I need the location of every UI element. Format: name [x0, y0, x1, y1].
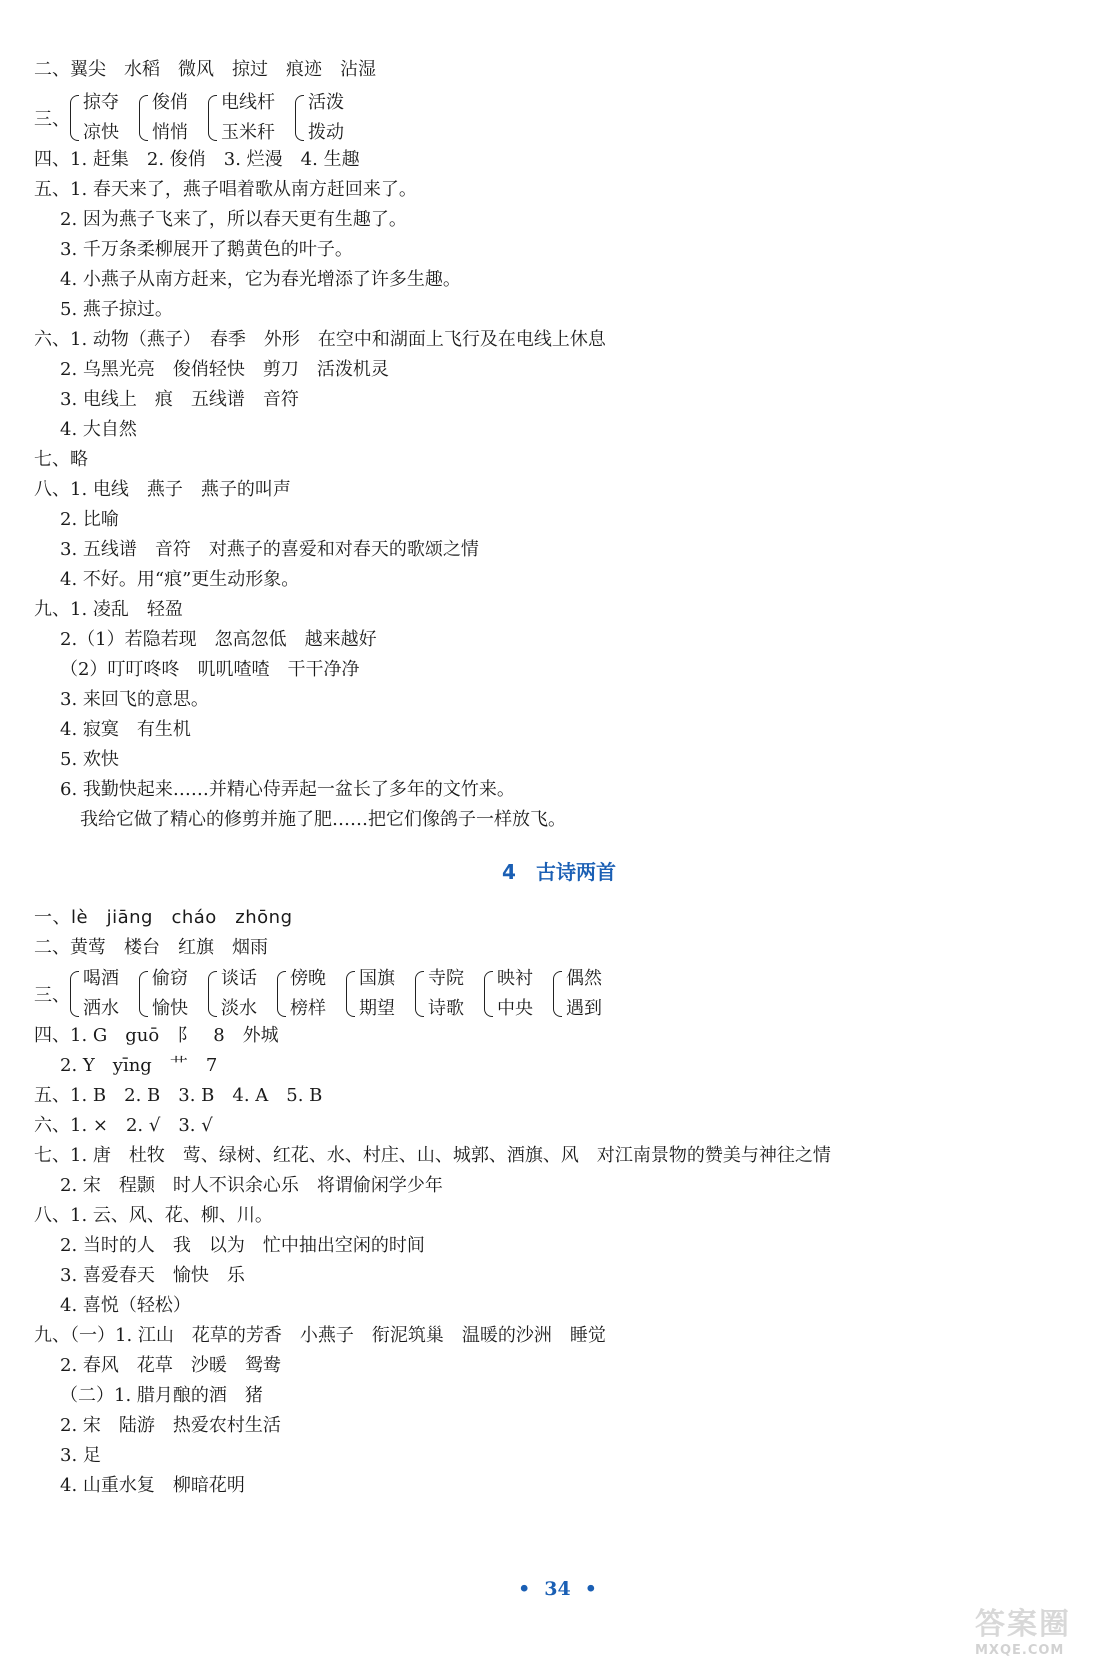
q8-answer-2: 2. 比喻 [60, 509, 119, 530]
q5-answer-4: 4. 小燕子从南方赶来，它为春光增添了许多生趣。 [60, 269, 461, 290]
pair-bottom: 玉米秆 [221, 122, 275, 143]
pair-bottom: 榜样 [290, 998, 326, 1019]
q5-answer-3: 3. 千万条柔柳展开了鹅黄色的叶子。 [60, 239, 353, 260]
pair-bottom: 拨动 [308, 122, 344, 143]
q9-answer-3: 3. 来回飞的意思。 [60, 689, 209, 710]
section-title: 4 古诗两首 [502, 860, 616, 884]
s2-q9-part2-answer-1: （二）1. 腊月酿的酒 猪 [60, 1385, 263, 1406]
word-pair [139, 88, 188, 148]
brace-icon [484, 971, 493, 1017]
word-pair [553, 964, 602, 1024]
q9-answer-4: 4. 寂寞 有生机 [60, 719, 191, 740]
pair-top: 傍晚 [290, 968, 326, 989]
pair-bottom: 中央 [497, 998, 533, 1019]
brace-icon [70, 971, 79, 1017]
pair-top: 俊俏 [152, 92, 188, 113]
watermark-logo-text: 答案圈 [975, 1607, 1071, 1642]
pair-bottom: 洒水 [83, 998, 119, 1019]
s2-q7-answer-2: 2. 宋 程颢 时人不识余心乐 将谓偷闲学少年 [60, 1175, 443, 1196]
pair-bottom: 淡水 [221, 998, 257, 1019]
word-pair [208, 88, 275, 148]
site-watermark [975, 1599, 1105, 1659]
word-pair [208, 964, 257, 1024]
pair-bottom: 诗歌 [428, 998, 464, 1019]
q3-word-pairs [34, 88, 364, 148]
s2-q3-word-pairs [34, 964, 622, 1024]
brace-icon [277, 971, 286, 1017]
q5-answer-2: 2. 因为燕子飞来了，所以春天更有生趣了。 [60, 209, 407, 230]
q9-answer-6a: 6. 我勤快起来……并精心侍弄起一盆长了多年的文竹来。 [60, 779, 515, 800]
q5-answer-5: 5. 燕子掠过。 [60, 299, 173, 320]
pair-top: 偷窃 [152, 968, 188, 989]
s2-q5-answers: 五、1. B 2. B 3. B 4. A 5. B [34, 1085, 323, 1106]
pair-bottom: 愉快 [152, 998, 188, 1019]
s2-q8-answer-3: 3. 喜爱春天 愉快 乐 [60, 1265, 245, 1286]
brace-icon [295, 95, 304, 141]
s2-q4-answer-1: 四、1. G guō 阝 8 外城 [34, 1025, 279, 1046]
word-pair [295, 88, 344, 148]
bullet-icon: • [518, 1578, 531, 1600]
pair-top: 电线杆 [221, 92, 275, 113]
pair-bottom: 悄悄 [152, 122, 188, 143]
brace-icon [70, 95, 79, 141]
s2-q9-part2-answer-2: 2. 宋 陆游 热爱农村生活 [60, 1415, 281, 1436]
q7-answer: 七、略 [34, 449, 88, 470]
s2-q6-answers: 六、1. × 2. √ 3. √ [34, 1115, 213, 1136]
q8-answer-4: 4. 不好。用“痕”更生动形象。 [60, 569, 300, 590]
s2-q9-part2-answer-3: 3. 足 [60, 1445, 101, 1466]
s2-q9-part2-answer-4: 4. 山重水复 柳暗花明 [60, 1475, 245, 1496]
q8-answer-3: 3. 五线谱 音符 对燕子的喜爱和对春天的歌颂之情 [60, 539, 479, 560]
brace-icon [139, 95, 148, 141]
s2-q9-part1-answer-1: 九、（一）1. 江山 花草的芳香 小燕子 衔泥筑巢 温暖的沙洲 睡觉 [34, 1325, 606, 1346]
pair-top: 喝酒 [83, 968, 119, 989]
s2-q8-answer-1: 八、1. 云、风、花、柳、川。 [34, 1205, 273, 1226]
s2-q8-answer-4: 4. 喜悦（轻松） [60, 1295, 191, 1316]
q9-answer-2b: （2）叮叮咚咚 叽叽喳喳 干干净净 [60, 659, 360, 680]
q6-answer-4: 4. 大自然 [60, 419, 137, 440]
s2-q2-answers: 二、黄莺 楼台 红旗 烟雨 [34, 937, 268, 958]
q5-answer-1: 五、1. 春天来了，燕子唱着歌从南方赶回来了。 [34, 179, 417, 200]
q4-answers: 四、1. 赶集 2. 俊俏 3. 烂漫 4. 生趣 [34, 149, 360, 170]
q6-answer-1: 六、1. 动物（燕子） 春季 外形 在空中和湖面上飞行及在电线上休息 [34, 329, 606, 350]
brace-icon [208, 95, 217, 141]
brace-icon [415, 971, 424, 1017]
pair-top: 国旗 [359, 968, 395, 989]
word-pair [139, 964, 188, 1024]
word-pair [70, 964, 119, 1024]
s2-q4-answer-2: 2. Y yīng 艹 7 [60, 1055, 218, 1076]
q8-answer-1: 八、1. 电线 燕子 燕子的叫声 [34, 479, 291, 500]
word-pair [484, 964, 533, 1024]
s2-q8-answer-2: 2. 当时的人 我 以为 忙中抽出空闲的时间 [60, 1235, 425, 1256]
s2-q1-pinyin: 一、lè jiāng cháo zhōng [34, 907, 293, 928]
pair-bottom: 凉快 [83, 122, 119, 143]
pair-top: 掠夺 [83, 92, 119, 113]
watermark-url: MXQE.COM [975, 1643, 1065, 1658]
page-footer [0, 1578, 1115, 1600]
s2-q3-label: 三、 [34, 985, 70, 1006]
word-pair [277, 964, 326, 1024]
brace-icon [208, 971, 217, 1017]
word-pair [415, 964, 464, 1024]
pair-bottom: 遇到 [566, 998, 602, 1019]
pair-top: 谈话 [221, 968, 257, 989]
q9-answer-5: 5. 欢快 [60, 749, 119, 770]
s2-q9-part1-answer-2: 2. 春风 花草 沙暖 鸳鸯 [60, 1355, 281, 1376]
bullet-icon: • [584, 1578, 597, 1600]
q3-label: 三、 [34, 109, 70, 130]
word-pair [70, 88, 119, 148]
q2-answers: 二、翼尖 水稻 微风 掠过 痕迹 沾湿 [34, 59, 376, 80]
q9-answer-1: 九、1. 凌乱 轻盈 [34, 599, 183, 620]
page-number: 34 [544, 1578, 571, 1600]
pair-top: 偶然 [566, 968, 602, 989]
s2-q7-answer-1: 七、1. 唐 杜牧 莺、绿树、红花、水、村庄、山、城郭、酒旗、风 对江南景物的赞美与神往之情 [34, 1145, 831, 1166]
pair-bottom: 期望 [359, 998, 395, 1019]
brace-icon [553, 971, 562, 1017]
brace-icon [346, 971, 355, 1017]
brace-icon [139, 971, 148, 1017]
pair-top: 活泼 [308, 92, 344, 113]
pair-top: 映衬 [497, 968, 533, 989]
pair-top: 寺院 [428, 968, 464, 989]
q9-answer-2a: 2.（1）若隐若现 忽高忽低 越来越好 [60, 629, 377, 650]
word-pair [346, 964, 395, 1024]
q6-answer-3: 3. 电线上 痕 五线谱 音符 [60, 389, 299, 410]
q9-answer-6b: 我给它做了精心的修剪并施了肥……把它们像鸽子一样放飞。 [80, 809, 566, 830]
q6-answer-2: 2. 乌黑光亮 俊俏轻快 剪刀 活泼机灵 [60, 359, 389, 380]
